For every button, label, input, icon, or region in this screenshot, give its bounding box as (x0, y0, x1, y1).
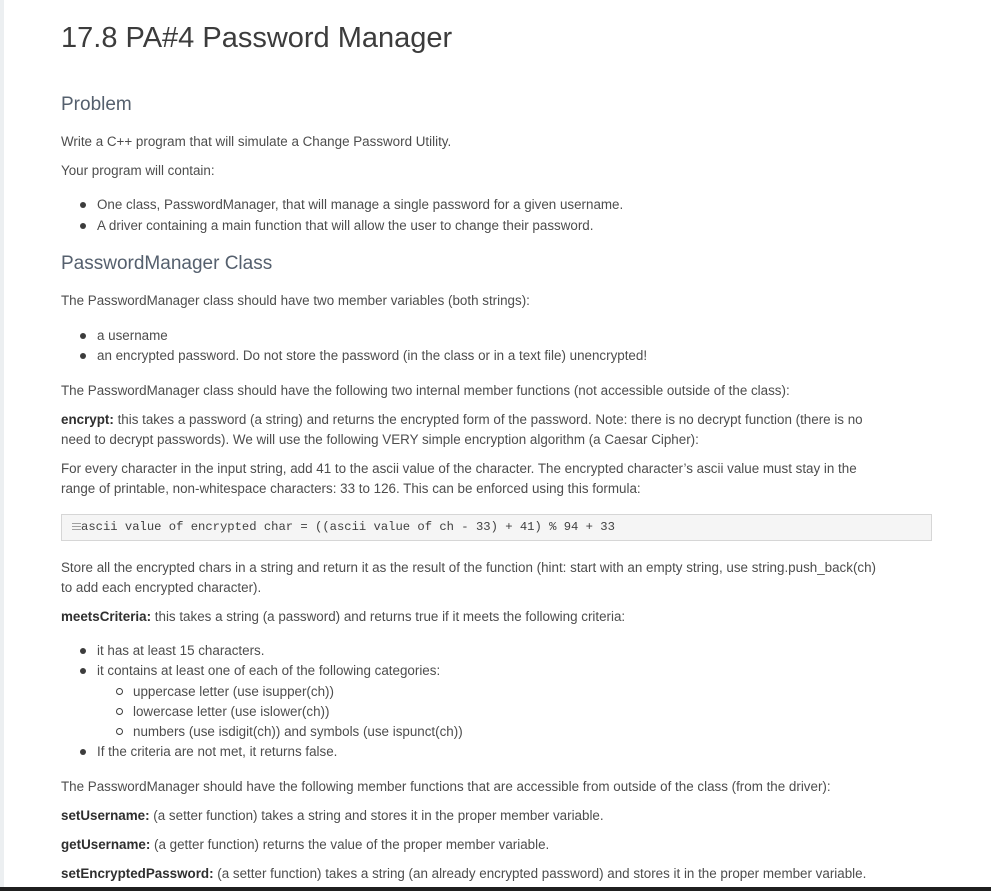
encrypt-label: encrypt: (61, 412, 114, 427)
formula-code-block[interactable] (61, 514, 932, 541)
list-item: uppercase letter (use isupper(ch)) (133, 684, 334, 699)
store-line-2: to add each encrypted character). (61, 580, 262, 595)
store-line-1: Store all the encrypted chars in a string and return it as the result of the function (hint: start with an empty string, use string.push_back(ch) (61, 560, 877, 575)
set-username-label: setUsername: (61, 808, 150, 823)
class-paragraph-2: The PasswordManager class should have the following two internal member functions (not accessible outside of the class): (61, 383, 790, 398)
encrypt-description (61, 410, 934, 430)
list-item: A driver containing a main function that will allow the user to change their password. (97, 218, 594, 233)
list-item: numbers (use isdigit(ch)) and symbols (use ispunct(ch)) (133, 724, 463, 739)
bottom-border (0, 887, 991, 891)
bullet-circle (116, 728, 123, 735)
bullet-dot (80, 353, 86, 359)
left-border (0, 0, 4, 891)
set-encrypted-password-description (61, 864, 866, 884)
rule-line-1: For every character in the input string, add 41 to the ascii value of the character. The encrypted character’s ascii value must stay in the (61, 461, 857, 476)
bullet-dot (80, 648, 86, 654)
copy-icon[interactable] (72, 521, 81, 530)
bullet-circle (116, 688, 123, 695)
problem-paragraph-1: Write a C++ program that will simulate a Change Password Utility. (61, 134, 452, 149)
bullet-dot (80, 223, 86, 229)
set-encrypted-password-text: (a setter function) takes a string (an already encrypted password) and stores it in the proper member variable. (213, 866, 867, 881)
list-item: lowercase letter (use islower(ch)) (133, 704, 330, 719)
list-item: If the criteria are not met, it returns false. (97, 744, 338, 759)
meets-criteria-label: meetsCriteria: (61, 609, 152, 624)
set-username-description (61, 806, 604, 826)
bullet-dot (80, 202, 86, 208)
class-heading: PasswordManager Class (61, 253, 273, 274)
list-item: a username (97, 328, 168, 343)
problem-paragraph-2: Your program will contain: (61, 163, 215, 178)
list-item: One class, PasswordManager, that will manage a single password for a given username. (97, 197, 624, 212)
meets-criteria-text: this takes a string (a password) and returns true if it meets the following criteria: (151, 609, 626, 624)
class-paragraph-1: The PasswordManager class should have two member variables (both strings): (61, 293, 530, 308)
list-item: an encrypted password. Do not store the password (in the class or in a text file) unencrypted! (97, 348, 648, 363)
encrypt-description-line-2: need to decrypt passwords). We will use the following VERY simple encryption algorithm (a Caesar Cipher): (61, 432, 699, 447)
page-title: 17.8 PA#4 Password Manager (61, 22, 453, 54)
problem-heading: Problem (61, 94, 132, 115)
set-encrypted-password-label: setEncryptedPassword: (61, 866, 214, 881)
get-username-text: (a getter function) returns the value of the proper member variable. (150, 837, 550, 852)
get-username-label: getUsername: (61, 837, 151, 852)
class-paragraph-3: The PasswordManager should have the following member functions that are accessible from outside of the class (from the driver): (61, 779, 831, 794)
list-item: it has at least 15 characters. (97, 643, 265, 658)
list-item: it contains at least one of each of the following categories: (97, 663, 441, 678)
formula-code: ascii value of encrypted char = ((ascii value of ch - 33) + 41) % 94 + 33 (81, 520, 615, 534)
meets-criteria-description (61, 607, 625, 627)
bullet-dot (80, 668, 86, 674)
bullet-dot (80, 749, 86, 755)
rule-line-2: range of printable, non-whitespace characters: 33 to 126. This can be enforced using this formula: (61, 481, 641, 496)
get-username-description (61, 835, 549, 855)
bullet-circle (116, 708, 123, 715)
bullet-dot (80, 333, 86, 339)
encrypt-text: this takes a password (a string) and returns the encrypted form of the password. Note: there is no decrypt function (there is no (113, 412, 863, 427)
set-username-text: (a setter function) takes a string and stores it in the proper member variable. (149, 808, 604, 823)
